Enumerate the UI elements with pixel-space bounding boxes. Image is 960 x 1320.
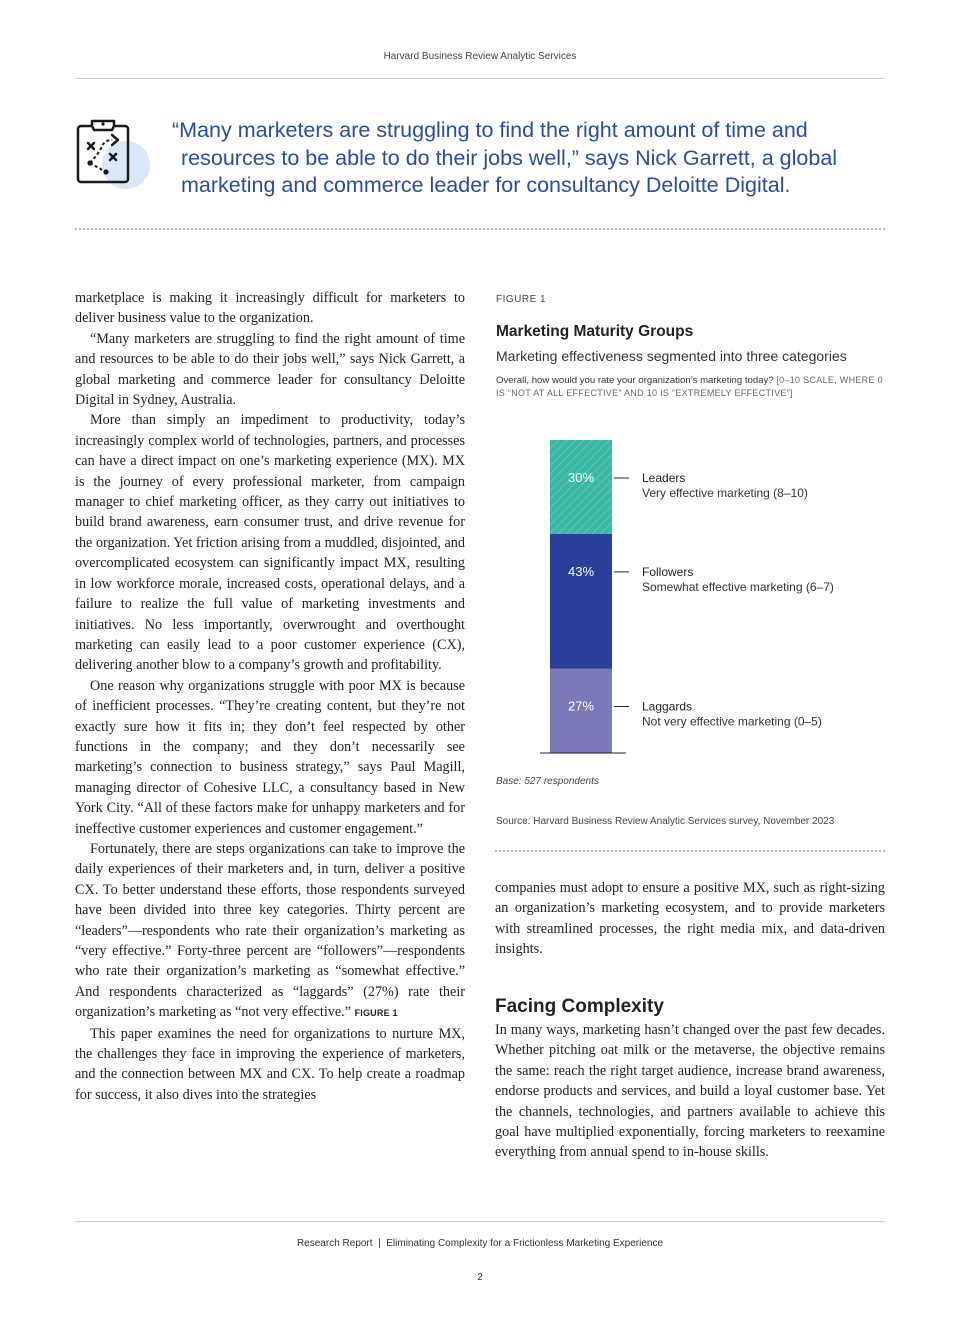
body-paragraph: In many ways, marketing hasn’t changed over the past few decades. Whether pitching oat milk or the metaverse, the objective remains the same: reach the right target audience, increase brand awareness, endorse products and services, and build a loyal customer base. Yet the channels, technologies, and partners available to achieve this goal have multiplied exponentially, forcing marketers to reexamine everything from annual spend to in-house skills.	[495, 1022, 885, 1161]
scale-note: [0–10 SCALE, WHERE 0 IS “NOT AT ALL EFFECTIVE” AND 10 IS “EXTREMELY EFFECTIVE”]	[496, 375, 883, 398]
figure-base: Base: 527 respondents	[496, 776, 599, 787]
page-number: 2	[477, 1272, 483, 1283]
section-heading: Facing Complexity	[495, 996, 664, 1017]
strategy-clipboard-icon	[72, 116, 156, 196]
page-header: Harvard Business Review Analytic Services	[383, 51, 577, 62]
pull-quote-line: resources to be able to do their jobs well,” says Nick Garrett, a global	[181, 145, 838, 170]
left-column	[75, 288, 465, 1105]
figure-divider	[495, 850, 885, 852]
pull-quote	[172, 117, 884, 200]
body-paragraph: This paper examines the need for organizations to nurture MX, the challenges they face in improving the experience of marketers, and the connection between MX and CX. To help create a roadmap for success, it also dives into the strategies	[75, 1025, 465, 1103]
figure-reference: FIGURE 1	[354, 1008, 398, 1019]
pull-quote-line: “Many marketers are struggling to find the right amount of time and	[172, 118, 808, 142]
body-paragraph: marketplace is making it increasingly difficult for marketers to deliver business value to the organization.	[75, 290, 465, 327]
data-label: 43%	[567, 563, 595, 579]
pull-quote-line: marketing and commerce leader for consultancy Deloitte Digital.	[181, 173, 791, 197]
page-footer: Research Report | Eliminating Complexity for a Frictionless Marketing Experience	[296, 1238, 664, 1249]
bar-segment-leaders	[550, 440, 612, 534]
figure-1	[496, 294, 886, 854]
right-column-section	[495, 1020, 885, 1163]
body-paragraph	[75, 839, 465, 1024]
header-rule	[75, 78, 885, 79]
figure-label: FIGURE 1	[496, 294, 547, 305]
figure-subtitle: Marketing effectiveness segmented into three categories	[496, 348, 847, 364]
body-paragraph: One reason why organizations struggle with poor MX is because of inefficient processes. “They’re creating content, but they’re not exactly sure how it fits in; they don’t feel respected by other functions in the company; and they don’t necessarily see marketing’s connection to business strategy,” says Paul Magill, managing director of Cohesive LLC, a consultancy based in New York City. “All of these factors make for unhappy marketers and for ineffective customer experiences and customer engagement.”	[75, 677, 465, 837]
bar-segment-followers	[550, 534, 612, 669]
pull-quote-divider	[75, 228, 885, 230]
survey-question	[496, 374, 886, 400]
body-paragraph: More than simply an impediment to productivity, today’s increasingly complex world of technologies, partners, and processes can have a direct impact on one’s marketing experience (MX). MX is the journey of every professional marketer, from campaign manager to chief marketing officer, as they carry out initiatives to build brand awareness, earn consumer trust, and drive revenue for the organization. Yet friction arising from a muddled, disjointed, and overcomplicated ecosystem can significantly impact MX, resulting in low workforce morale, increased costs, operational delays, and a failure to realize the full value of marketing investments and initiatives. No less importantly, overwrought and overthought marketing can easily lead to a poor customer experience (CX), delivering another blow to a company’s growth and profitability.	[75, 412, 465, 674]
footer-rule	[75, 1221, 885, 1222]
body-paragraph: companies must adopt to ensure a positive MX, such as right-sizing an organization’s marketing ecosystem, and to provide marketers with streamlined processes, the right media mix, and data-driven insights.	[495, 880, 885, 958]
data-label: 30%	[567, 470, 595, 485]
legend-name: Laggards	[642, 699, 693, 714]
figure-title: Marketing Maturity Groups	[496, 323, 694, 340]
data-label: 27%	[567, 698, 595, 714]
legend-name: Leaders	[642, 471, 686, 485]
body-paragraph-text: Fortunately, there are steps organizations can take to improve the daily experiences of their marketers and, in turn, deliver a positive CX. To better understand these efforts, those respondents surveyed have been divided into three key categories. Thirty percent are “leaders”—respondents who rate their organization’s marketing as “very effective.” Forty-three percent are “followers”—respondents who rate their organization’s marketing as “somewhat effective.” And respondents characterized as “laggards” (27%) rate their organization’s marketing as “not very effective.”	[75, 840, 465, 1021]
legend-description: Somewhat effective marketing (6–7)	[642, 579, 834, 594]
body-paragraph: “Many marketers are struggling to find the right amount of time and resources to be able to do their jobs well,” says Nick Garrett, a global marketing and commerce leader for consultancy Deloitte Digital in Sydney, Australia.	[75, 330, 465, 409]
legend-description: Not very effective marketing (0–5)	[642, 714, 822, 729]
right-column-continuation	[495, 878, 885, 960]
legend-name: Followers	[642, 564, 694, 579]
figure-source: Source: Harvard Business Review Analytic Services survey, November 2023	[496, 816, 835, 827]
survey-question-text: Overall, how would you rate your organization’s marketing today?	[496, 375, 774, 386]
legend-description: Very effective marketing (8–10)	[642, 486, 808, 500]
stacked-bar-chart	[496, 434, 886, 764]
